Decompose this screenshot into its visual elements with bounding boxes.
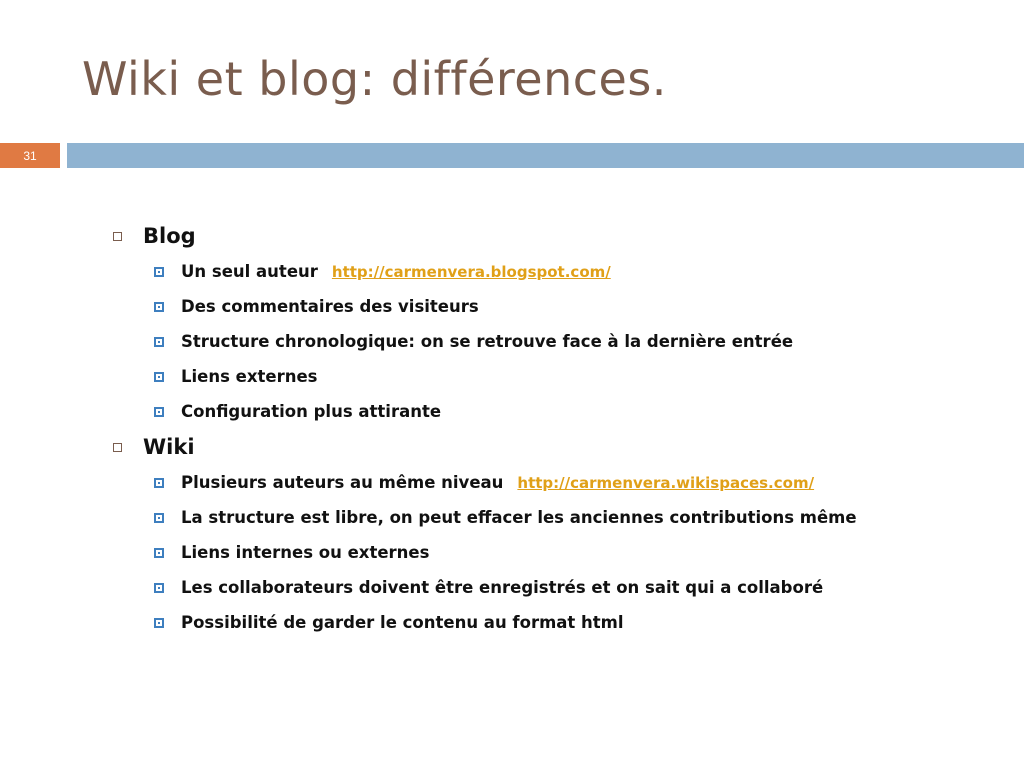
list-item bbox=[154, 570, 1004, 605]
section-heading: Wiki bbox=[143, 435, 195, 459]
bullet-content bbox=[110, 218, 1004, 640]
list-item bbox=[154, 324, 1004, 359]
list-item-text: Des commentaires des visiteurs bbox=[181, 297, 479, 316]
list-item-text: Plusieurs auteurs au même niveau bbox=[181, 473, 504, 492]
square-bullet-icon bbox=[154, 548, 164, 558]
square-bullet-icon bbox=[154, 583, 164, 593]
square-bullet-icon bbox=[154, 407, 164, 417]
list-item-text: La structure est libre, on peut effacer les anciennes contributions même bbox=[181, 508, 857, 527]
list-item bbox=[154, 254, 1004, 289]
list-item-text: Les collaborateurs doivent être enregistrés et on sait qui a collaboré bbox=[181, 578, 824, 597]
list-item bbox=[154, 535, 1004, 570]
square-bullet-icon bbox=[154, 618, 164, 628]
square-bullet-icon bbox=[154, 372, 164, 382]
slide-title: Wiki et blog: différences. bbox=[82, 52, 667, 106]
square-bullet-icon bbox=[154, 302, 164, 312]
list-item-text: Liens internes ou externes bbox=[181, 543, 430, 562]
list-item-text: Configuration plus attirante bbox=[181, 402, 442, 421]
section-blog bbox=[110, 218, 1004, 254]
list-item-text: Possibilité de garder le contenu au format html bbox=[181, 613, 624, 632]
list-item-text: Un seul auteur bbox=[181, 262, 318, 281]
list-item bbox=[154, 359, 1004, 394]
square-bullet-icon bbox=[154, 478, 164, 488]
hollow-square-bullet-icon bbox=[113, 443, 122, 452]
list-item bbox=[154, 500, 1004, 535]
square-bullet-icon bbox=[154, 267, 164, 277]
page-number-badge: 31 bbox=[0, 143, 60, 168]
section-heading: Blog bbox=[143, 224, 196, 248]
hollow-square-bullet-icon bbox=[113, 232, 122, 241]
wiki-link[interactable]: http://carmenvera.wikispaces.com/ bbox=[517, 473, 815, 492]
list-item bbox=[154, 605, 1004, 640]
accent-bar bbox=[67, 143, 1024, 168]
list-item-text: Liens externes bbox=[181, 367, 318, 386]
square-bullet-icon bbox=[154, 337, 164, 347]
blog-link[interactable]: http://carmenvera.blogspot.com/ bbox=[331, 262, 611, 281]
section-wiki bbox=[110, 429, 1004, 465]
list-item bbox=[154, 465, 1004, 500]
list-item bbox=[154, 394, 1004, 429]
list-item bbox=[154, 289, 1004, 324]
list-item-text: Structure chronologique: on se retrouve face à la dernière entrée bbox=[181, 332, 794, 351]
square-bullet-icon bbox=[154, 513, 164, 523]
